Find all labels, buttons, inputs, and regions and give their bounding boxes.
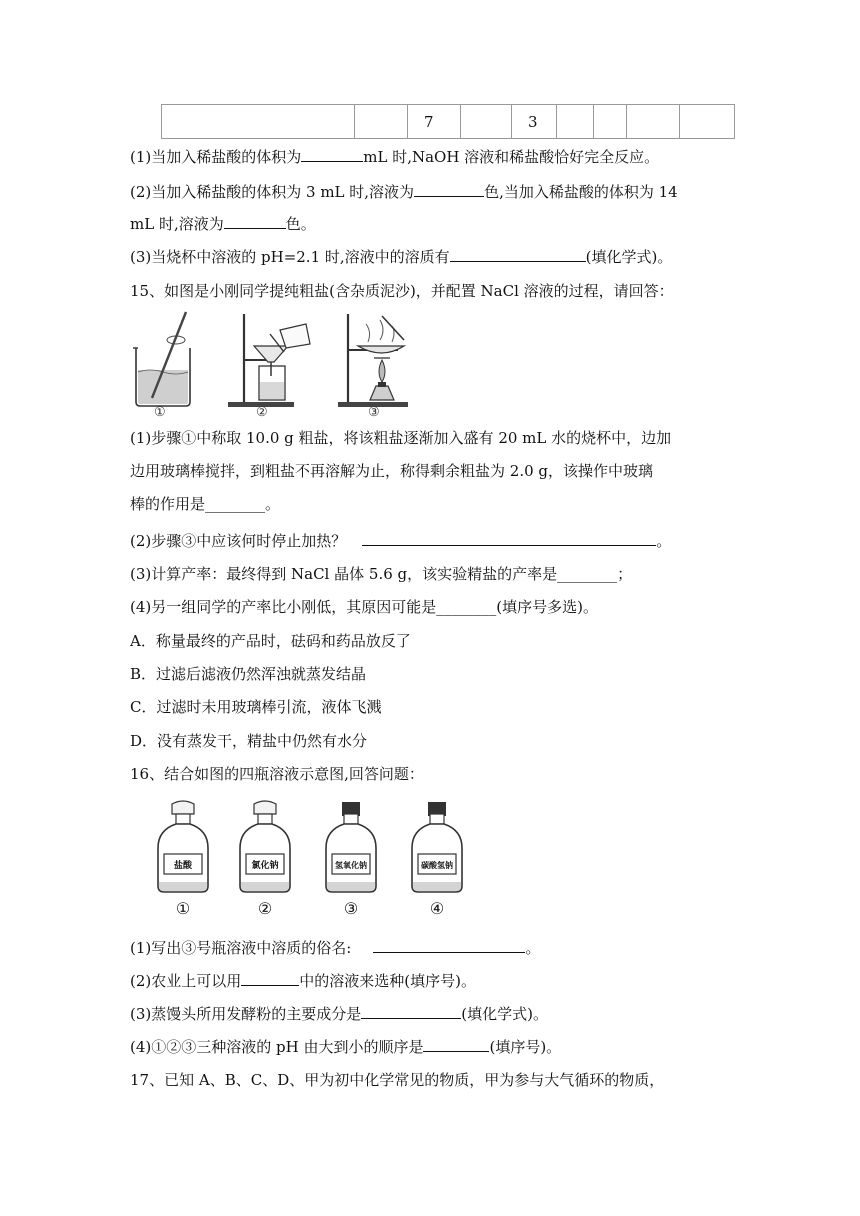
answer-blank[interactable] bbox=[414, 182, 484, 197]
q14-part2-cont bbox=[130, 214, 316, 234]
q16-part2 bbox=[130, 971, 476, 991]
beaker-stirring-icon bbox=[133, 312, 190, 418]
q17-title: 17、已知 A、B、C、D、甲为初中化学常见的物质，甲为参与大气循环的物质， bbox=[130, 1071, 665, 1089]
answer-blank[interactable] bbox=[241, 971, 299, 986]
q14-part2 bbox=[130, 182, 678, 202]
q16-title: 16、结合如图的四瓶溶液示意图,回答问题： bbox=[130, 765, 424, 783]
table-cell bbox=[461, 105, 512, 139]
answer-blank[interactable] bbox=[362, 531, 656, 546]
answer-blank[interactable] bbox=[373, 938, 525, 953]
q14-p2-text-d: 色。 bbox=[285, 215, 316, 233]
q15-p2-text-a: (2)步骤③中应该何时停止加热？ bbox=[130, 532, 347, 550]
table-cell bbox=[594, 105, 627, 139]
q15-option-c: C．过滤时未用玻璃棒引流，液体飞溅 bbox=[130, 698, 382, 716]
reagent-bottle-icon bbox=[240, 801, 290, 918]
evaporation-stand-icon bbox=[338, 314, 408, 418]
answer-blank[interactable] bbox=[450, 247, 586, 262]
table-cell: 3 bbox=[512, 105, 557, 139]
q16-p2-text-b: 中的溶液来选种(填序号)。 bbox=[299, 972, 476, 990]
q14-p3-text-b: (填化学式)。 bbox=[585, 248, 673, 266]
q16-p1-text-b: 。 bbox=[525, 939, 541, 957]
reagent-bottle-icon bbox=[412, 802, 462, 918]
bottle-label: 盐酸 bbox=[173, 861, 193, 871]
reagent-bottle-icon bbox=[326, 802, 376, 918]
q16-p2-text-a: (2)农业上可以用 bbox=[130, 972, 242, 990]
q14-p1-text-a: (1)当加入稀盐酸的体积为 bbox=[130, 148, 302, 166]
table-cell bbox=[355, 105, 408, 139]
reagent-bottle-icon bbox=[158, 801, 208, 918]
table-cell: 7 bbox=[408, 105, 461, 139]
q15-title: 15、如图是小刚同学提纯粗盐(含杂质泥沙)，并配置 NaCl 溶液的过程，请回答： bbox=[130, 282, 674, 300]
q14-p1-text-b: mL 时,NaOH 溶液和稀盐酸恰好完全反应。 bbox=[363, 148, 660, 166]
q16-p1-text-a: (1)写出③号瓶溶液中溶质的俗名: bbox=[130, 939, 352, 957]
q14-p2-text-c: mL 时,溶液为 bbox=[130, 215, 224, 233]
table-row bbox=[162, 105, 735, 139]
q16-part1 bbox=[130, 938, 540, 958]
q14-p2-text-a: (2)当加入稀盐酸的体积为 3 mL 时,溶液为 bbox=[130, 183, 415, 201]
q14-p2-text-b: 色,当加入稀盐酸的体积为 14 bbox=[484, 183, 678, 201]
q16-part4 bbox=[130, 1037, 561, 1057]
fig-label: ① bbox=[154, 405, 166, 418]
q15-part1-line3: 棒的作用是________。 bbox=[130, 495, 281, 513]
answer-blank[interactable] bbox=[423, 1037, 489, 1052]
bottles-figure bbox=[154, 800, 464, 922]
bottle-number: ② bbox=[257, 899, 273, 918]
q15-option-d: D．没有蒸发干，精盐中仍然有水分 bbox=[130, 732, 368, 750]
answer-blank[interactable] bbox=[301, 147, 363, 162]
q16-part3 bbox=[130, 1004, 548, 1024]
filtration-stand-icon bbox=[228, 314, 310, 418]
data-table bbox=[161, 104, 735, 139]
bottle-number: ① bbox=[175, 899, 191, 918]
q15-part3: (3)计算产率：最终得到 NaCl 晶体 5.6 g，该实验精盐的产率是________； bbox=[130, 565, 633, 583]
q16-p4-text-b: (填序号)。 bbox=[489, 1038, 562, 1056]
q15-part2 bbox=[130, 531, 671, 551]
q15-part1-line2: 边用玻璃棒搅拌，到粗盐不再溶解为止，称得剩余粗盐为 2.0 g，该操作中玻璃 bbox=[130, 462, 653, 480]
q15-part4: (4)另一组同学的产率比小刚低，其原因可能是________(填序号多选)。 bbox=[130, 598, 598, 616]
table-cell bbox=[627, 105, 680, 139]
bottle-number: ③ bbox=[343, 899, 359, 918]
fig-label: ② bbox=[256, 405, 268, 418]
bottle-label: 氯化钠 bbox=[251, 861, 279, 871]
q16-p3-text-b: (填化学式)。 bbox=[461, 1005, 548, 1023]
bottle-label: 氢氧化钠 bbox=[335, 860, 367, 870]
q15-part1-line1: (1)步骤①中称取 10.0 g 粗盐，将该粗盐逐渐加入盛有 20 mL 水的烧杯中，边加 bbox=[130, 429, 672, 447]
lab-apparatus-figure bbox=[130, 310, 415, 418]
answer-blank[interactable] bbox=[361, 1004, 461, 1019]
q15-p2-text-b: 。 bbox=[656, 532, 672, 550]
q16-p3-text-a: (3)蒸馒头所用发酵粉的主要成分是 bbox=[130, 1005, 362, 1023]
table-cell bbox=[557, 105, 594, 139]
q14-part3 bbox=[130, 247, 672, 267]
fig-label: ③ bbox=[368, 405, 380, 418]
bottle-number: ④ bbox=[429, 899, 445, 918]
q14-p3-text-a: (3)当烧杯中溶液的 pH=2.1 时,溶液中的溶质有 bbox=[130, 248, 450, 266]
table-cell bbox=[162, 105, 355, 139]
q14-part1 bbox=[130, 147, 659, 167]
bottle-label: 碳酸氢钠 bbox=[421, 860, 453, 870]
q16-p4-text-a: (4)①②③三种溶液的 pH 由大到小的顺序是 bbox=[130, 1038, 424, 1056]
q15-option-a: A．称量最终的产品时，砝码和药品放反了 bbox=[130, 632, 411, 650]
answer-blank[interactable] bbox=[224, 214, 286, 229]
q15-option-b: B．过滤后滤液仍然浑浊就蒸发结晶 bbox=[130, 665, 367, 683]
table-cell bbox=[680, 105, 735, 139]
